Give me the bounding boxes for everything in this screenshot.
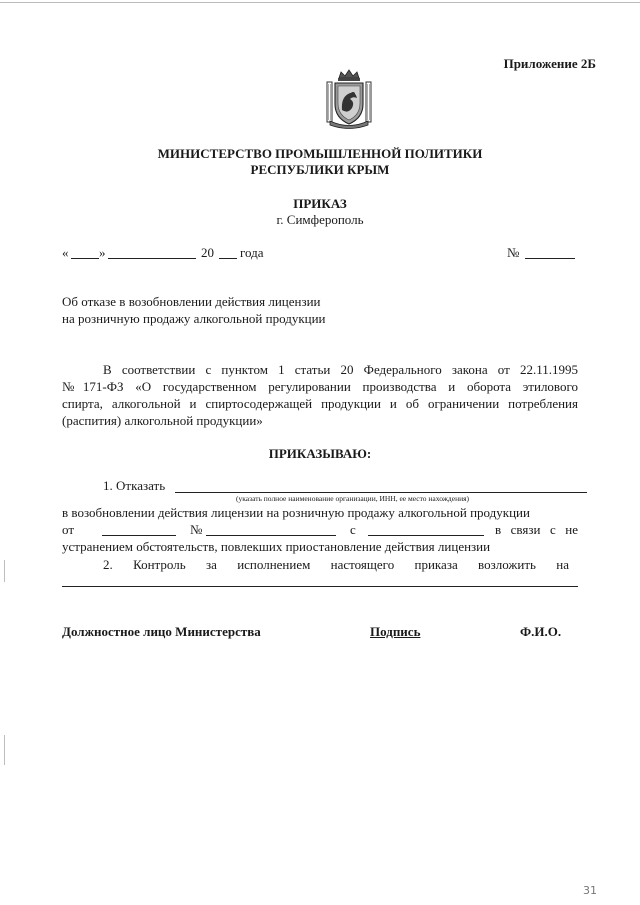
responsible-person-blank[interactable] (62, 586, 578, 587)
organization-hint: (указать полное наименование организации, ИНН, ее место нахождения) (236, 494, 470, 503)
scan-top-edge (0, 2, 640, 3)
item1-due: в связи с не (495, 522, 578, 537)
decree-heading: ПРИКАЗЫВАЮ: (268, 446, 372, 461)
preamble-line3: спирта, алкогольной и спиртосодержащей продукции и об ограничении потребления (62, 396, 578, 411)
official-title: Должностное лицо Министерства (62, 624, 261, 639)
subject-line2: на розничную продажу алкогольной продукции (62, 311, 326, 326)
signature-label: Подпись (370, 624, 421, 639)
day-blank[interactable] (71, 258, 99, 259)
scan-speck (4, 560, 5, 582)
scan-speck (4, 735, 5, 765)
item1-line4: устранением обстоятельств, повлекших приостановление действия лицензии (62, 539, 491, 554)
ministry-name-line1: МИНИСТЕРСТВО ПРОМЫШЛЕННОЙ ПОЛИТИКИ (157, 146, 483, 161)
order-city: г. Симферополь (276, 212, 364, 227)
preamble-line2: №171-ФЗ «О государственном регулировании производства и оборота этилового (62, 379, 578, 394)
license-date-blank[interactable] (102, 535, 176, 536)
suspension-date-blank[interactable] (368, 535, 484, 536)
year-prefix: 20 (201, 245, 214, 260)
appendix-label: Приложение 2Б (503, 56, 596, 71)
license-number-blank[interactable] (206, 535, 336, 536)
date-close-quote: » (99, 245, 106, 260)
item1-with: с (350, 522, 356, 537)
preamble-line1: В соответствии с пунктом 1 статьи 20 Федерального закона от 22.11.1995 (103, 362, 578, 377)
item2-text: 2. Контроль за исполнением настоящего приказа возложить на (103, 557, 569, 572)
order-number-sign: № (507, 245, 520, 260)
order-number-blank[interactable] (525, 258, 575, 259)
preamble-line4: (распития) алкогольной продукции» (62, 413, 263, 428)
subject-line1: Об отказе в возобновлении действия лицензии (62, 294, 321, 309)
item1-from: от (62, 522, 75, 537)
year-suffix: года (240, 245, 264, 260)
organization-blank[interactable] (175, 492, 587, 493)
item1-lead: 1. Отказать (103, 478, 166, 493)
page-number: 31 (583, 884, 597, 897)
date-open-quote: « (62, 245, 69, 260)
month-blank[interactable] (108, 258, 196, 259)
item1-line2: в возобновлении действия лицензии на розничную продажу алкогольной продукции (62, 505, 530, 520)
ministry-name-line2: РЕСПУБЛИКИ КРЫМ (250, 162, 390, 177)
full-name-label: Ф.И.О. (520, 624, 562, 639)
item1-number-sign: № (190, 522, 203, 537)
order-title: ПРИКАЗ (293, 196, 347, 211)
crimea-coat-of-arms-icon (322, 68, 376, 130)
year-blank[interactable] (219, 258, 237, 259)
